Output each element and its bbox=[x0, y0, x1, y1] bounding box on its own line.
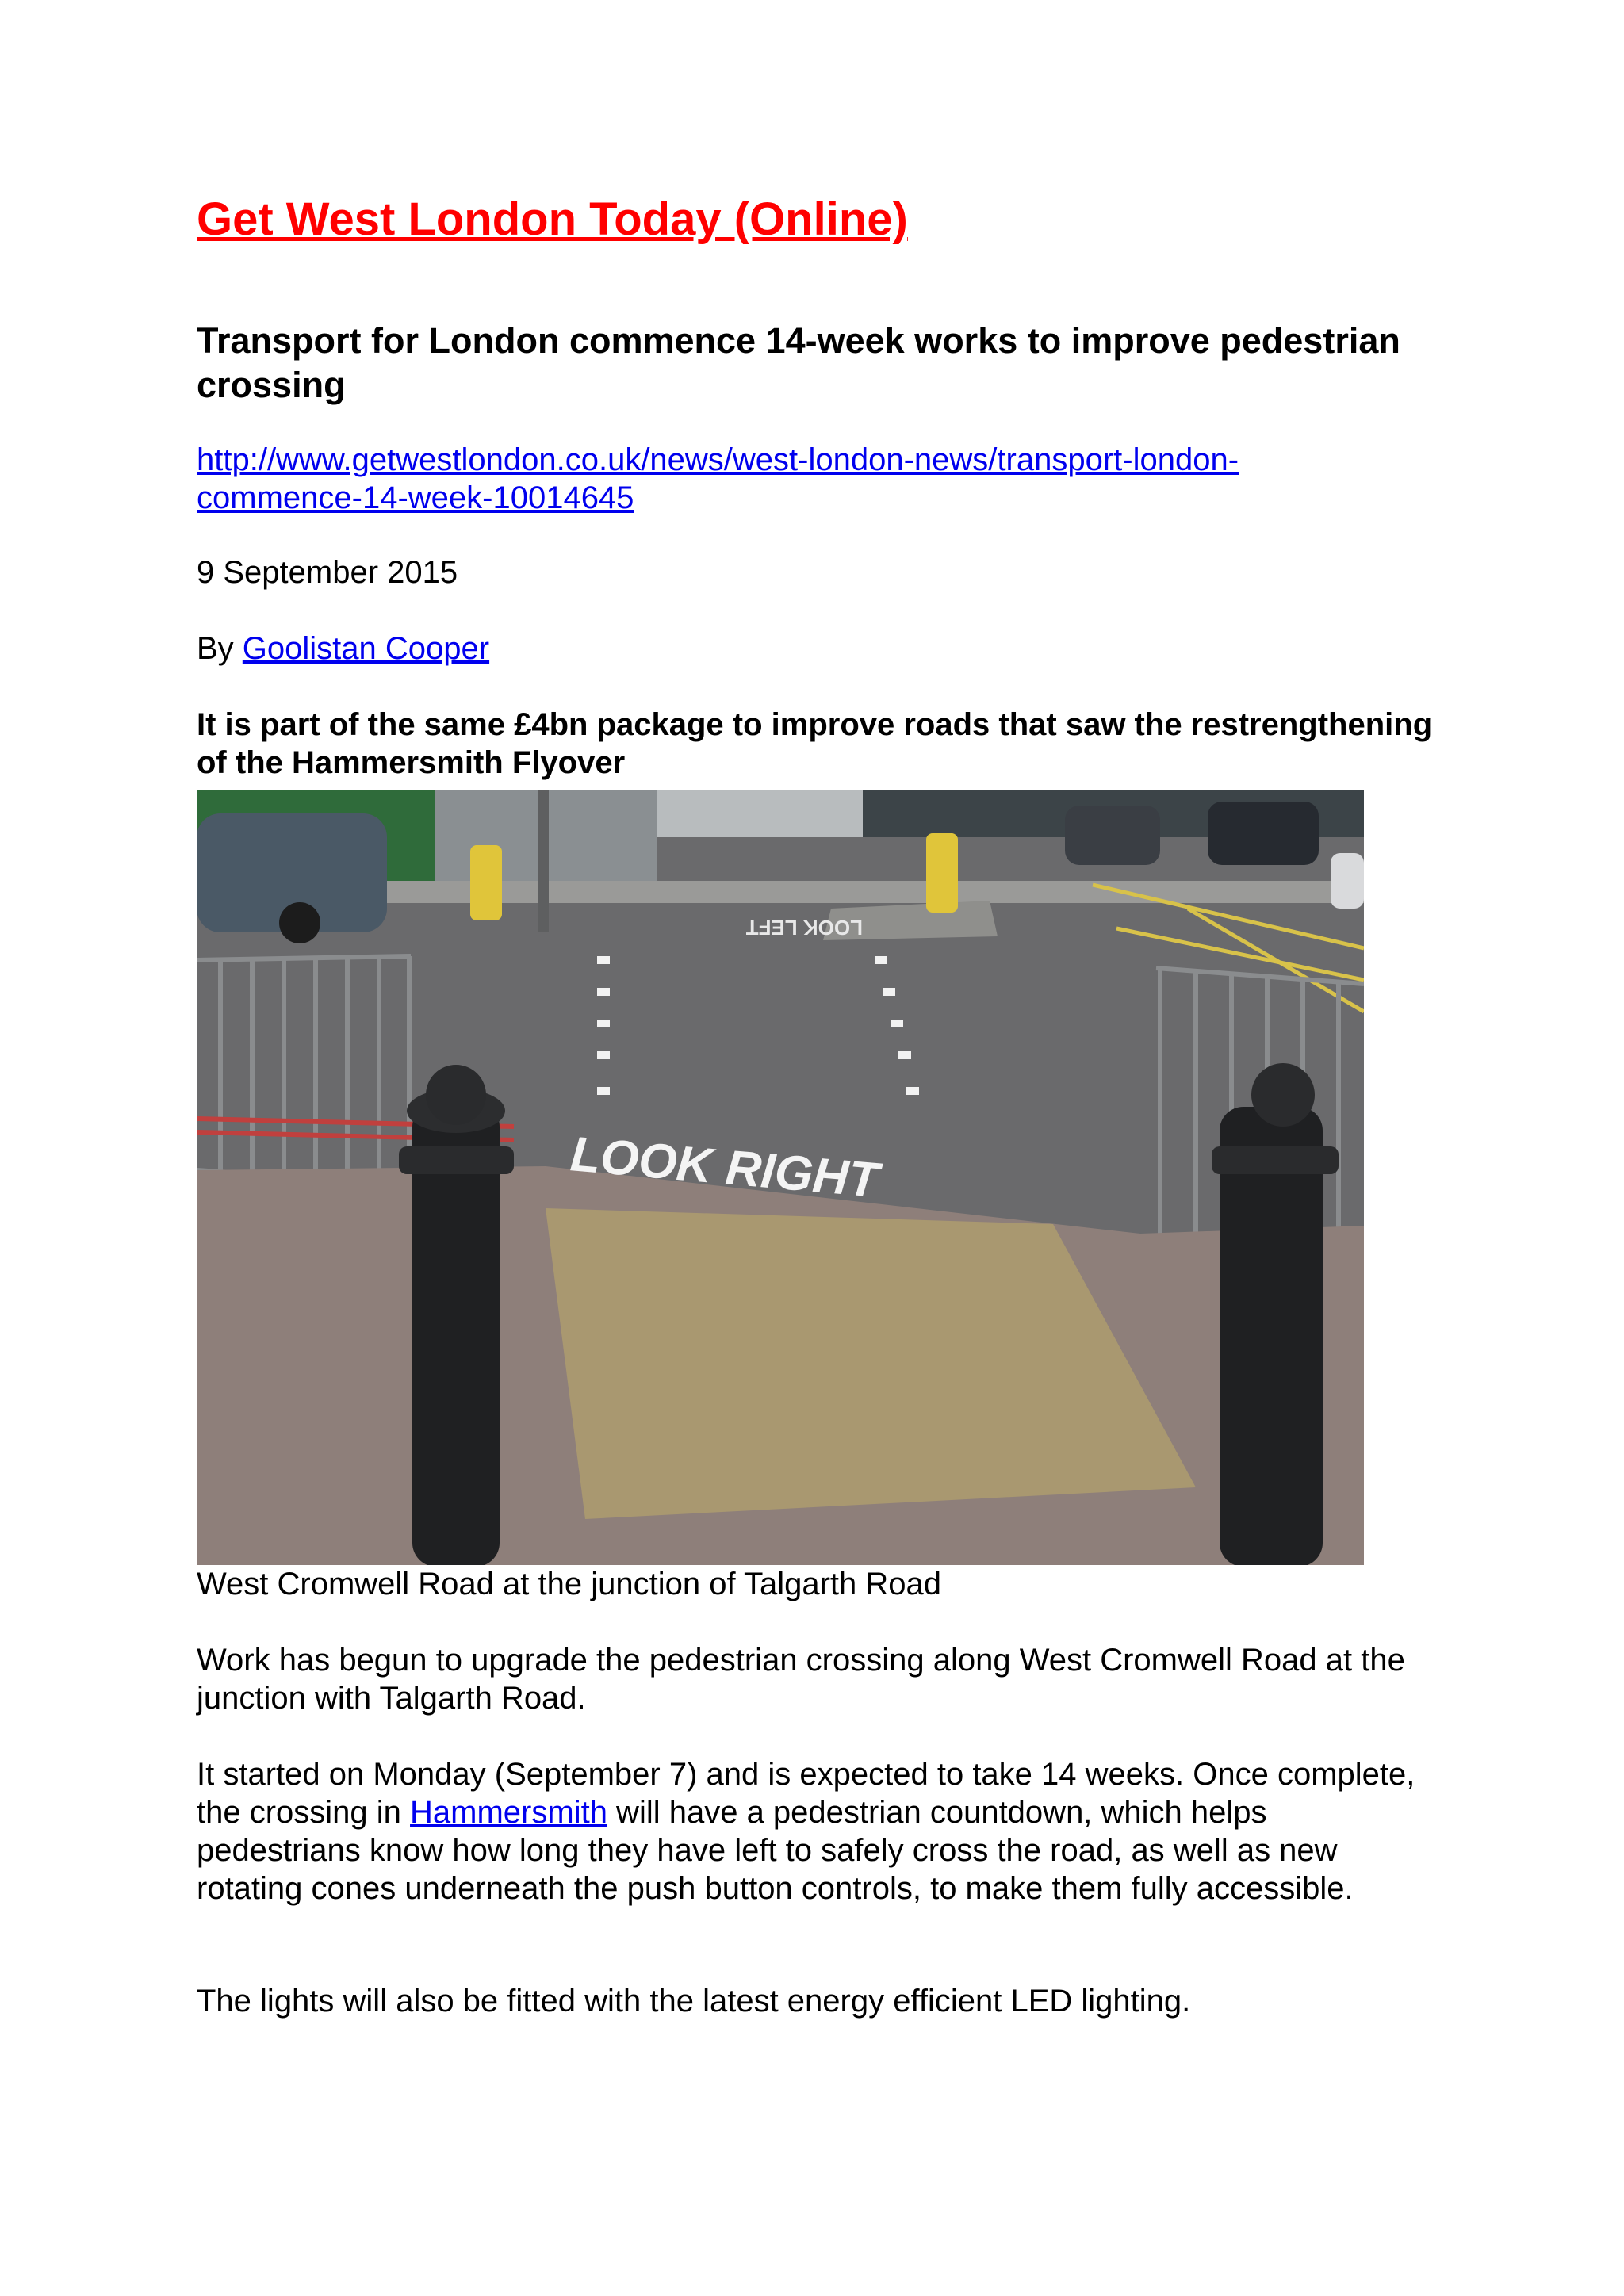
article-url-line-2[interactable]: commence-14-week-10014645 bbox=[197, 480, 634, 515]
article-photo bbox=[197, 790, 1364, 1565]
article-byline bbox=[197, 629, 1434, 668]
hammersmith-link[interactable]: Hammersmith bbox=[410, 1795, 607, 1830]
author-link[interactable]: Goolistan Cooper bbox=[242, 631, 490, 666]
photo-caption: West Cromwell Road at the junction of Talgarth Road bbox=[197, 1567, 942, 1601]
paragraph-2 bbox=[197, 1755, 1434, 1908]
publication-title[interactable]: Get West London Today (Online) bbox=[197, 193, 908, 245]
paragraph-2-text-before: It started on Monday (September 7) and is expected to take 14 weeks. Once complete, the crossing in bbox=[197, 1757, 1415, 1830]
article-date: 9 September 2015 bbox=[197, 555, 458, 590]
road-text-look-left: LOOK LEFT bbox=[745, 916, 863, 939]
paragraph-3: The lights will also be fitted with the latest energy efficient LED lighting. bbox=[197, 1984, 1191, 2019]
paragraph-2-text-after: will have a pedestrian countdown, which helps pedestrians know how long they have left to safely cross the road, as well as new rotating cones underneath the push button controls, to make them fully accessible. bbox=[197, 1795, 1354, 1906]
paragraph-1: Work has begun to upgrade the pedestrian crossing along West Cromwell Road at the junction with Talgarth Road. bbox=[197, 1643, 1405, 1716]
article-headline: Transport for London commence 14-week works to improve pedestrian crossing bbox=[197, 320, 1400, 405]
byline-prefix: By bbox=[197, 631, 243, 666]
article-url-line-1[interactable]: http://www.getwestlondon.co.uk/news/west-london-news/transport-london- bbox=[197, 442, 1239, 477]
article-standfirst: It is part of the same £4bn package to improve roads that saw the restrengthening of the Hammersmith Flyover bbox=[197, 707, 1433, 780]
article-url[interactable] bbox=[197, 441, 1339, 517]
road-text-look-right: LOOK RIGHT bbox=[568, 1127, 881, 1208]
